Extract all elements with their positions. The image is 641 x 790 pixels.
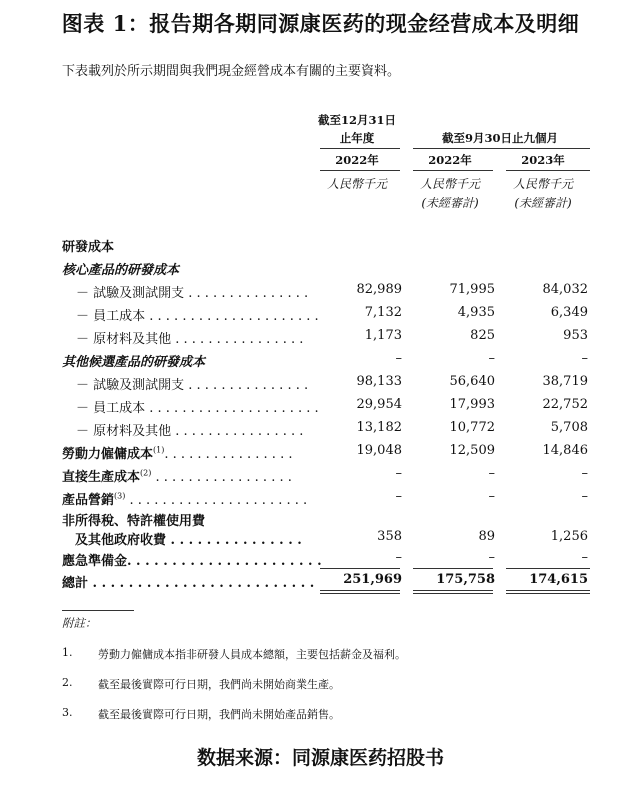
row-leader-dots: . . . . . . . . . . . . . . . . (164, 447, 293, 462)
intro-text: 下表載列於所示期間與我們現金經營成本有關的主要資料。 (62, 64, 401, 79)
row-label: 非所得稅、特許權使用費 (62, 514, 206, 529)
row-value: – (488, 489, 495, 504)
row-value: 22,752 (542, 397, 588, 412)
year-rule-2 (413, 170, 493, 171)
footnote-marker: (1) (153, 445, 165, 455)
row-value: – (581, 550, 588, 565)
total-double-rule-3a (506, 590, 590, 591)
row-value: 251,969 (343, 572, 402, 587)
row-label: 直接生產成本 (62, 470, 141, 485)
table-row (62, 550, 592, 570)
table-row (62, 328, 592, 348)
row-value: 7,132 (364, 305, 402, 320)
total-row (62, 572, 592, 592)
notes-heading: 附註： (62, 616, 97, 630)
footnote-marker: (3) (114, 491, 126, 501)
note-number: 2. (62, 676, 73, 689)
unit-col2: 人民幣千元 (419, 177, 480, 191)
row-value: 4,935 (457, 305, 495, 320)
row-value: 825 (470, 328, 495, 343)
year-rule-1 (320, 170, 400, 171)
row-value: 38,719 (542, 374, 588, 389)
row-value: – (581, 466, 588, 481)
subtotal-rule-1 (320, 568, 400, 569)
row-value: 13,182 (356, 420, 402, 435)
table-row (62, 443, 592, 463)
row-value: – (488, 466, 495, 481)
row-label: － 試驗及測試開支 . . . . . . . . . . . . . . . (76, 378, 309, 393)
row-value: 29,954 (356, 397, 402, 412)
row-value: – (581, 489, 588, 504)
row-value: 84,032 (542, 282, 588, 297)
table-row (62, 374, 592, 394)
table-row (62, 236, 592, 256)
row-label-group (62, 489, 307, 508)
table-row (62, 466, 592, 486)
table-row (62, 510, 592, 530)
row-label: 核心產品的研發成本 (62, 263, 180, 278)
total-double-rule-3b (506, 593, 590, 594)
table-row (62, 351, 592, 371)
row-value: – (488, 351, 495, 366)
unit-col3: 人民幣千元 (512, 177, 573, 191)
row-label: － 原材料及其他 . . . . . . . . . . . . . . . . (76, 424, 304, 439)
subtotal-rule-3 (506, 568, 590, 569)
row-label-group (62, 443, 292, 462)
unaudited-col2: (未經審計) (421, 196, 479, 210)
total-double-rule-1b (320, 593, 400, 594)
row-value: 174,615 (529, 572, 588, 587)
footnote-marker: (2) (140, 468, 152, 478)
row-label-group (62, 466, 292, 485)
table-row (62, 529, 592, 549)
row-label: 應急準備金. . . . . . . . . . . . . . . . . . . . . . (62, 554, 322, 569)
year-rule-3 (506, 170, 590, 171)
header-col1-line1: 截至12月31日 (317, 113, 396, 127)
table-row (62, 397, 592, 417)
table-row (62, 282, 592, 302)
row-label: － 員工成本 . . . . . . . . . . . . . . . . . . . . . (76, 309, 319, 324)
unit-col1: 人民幣千元 (326, 177, 387, 191)
row-value: 98,133 (356, 374, 402, 389)
header-col1-line2: 止年度 (339, 131, 375, 145)
row-label: 總計 . . . . . . . . . . . . . . . . . . . . . . . . . (62, 576, 315, 591)
row-label: 研發成本 (62, 240, 115, 255)
row-value: – (395, 489, 402, 504)
header-group2: 截至9月30日止九個月 (441, 131, 558, 145)
row-value: 10,772 (449, 420, 495, 435)
row-value: – (581, 351, 588, 366)
table-row (62, 305, 592, 325)
row-label: － 員工成本 . . . . . . . . . . . . . . . . . . . . . (76, 401, 319, 416)
header-rule-group2 (413, 148, 590, 149)
note-text: 截至最後實際可行日期，我們尚未開始商業生產。 (98, 678, 340, 691)
row-label: － 原材料及其他 . . . . . . . . . . . . . . . . (76, 332, 304, 347)
subtotal-rule-2 (413, 568, 493, 569)
header-year-1: 2022年 (335, 153, 379, 167)
note-number: 1. (62, 646, 73, 659)
row-value: 1,173 (364, 328, 402, 343)
row-value: 71,995 (449, 282, 495, 297)
row-value: – (395, 351, 402, 366)
row-value: – (395, 466, 402, 481)
row-value: 19,048 (356, 443, 402, 458)
row-value: 17,993 (449, 397, 495, 412)
note-text: 勞動力僱傭成本指非研發人員成本總額，主要包括薪金及福利。 (98, 648, 406, 661)
row-value: 358 (377, 529, 402, 544)
row-value: – (488, 550, 495, 565)
notes-divider (62, 610, 134, 611)
table-row (62, 420, 592, 440)
note-number: 3. (62, 706, 73, 719)
row-leader-dots: . . . . . . . . . . . . . . . . . . . . . . (125, 493, 308, 508)
row-value: 82,989 (356, 282, 402, 297)
table-row (62, 489, 592, 509)
data-source: 数据来源：同源康医药招股书 (196, 747, 444, 769)
row-label: 勞動力僱傭成本 (62, 447, 154, 462)
row-label: 其他候選產品的研發成本 (62, 355, 206, 370)
row-value: – (395, 550, 402, 565)
row-value: 12,509 (449, 443, 495, 458)
row-value: 14,846 (542, 443, 588, 458)
figure-title: 图表 1：报告期各期同源康医药的现金经营成本及明细 (61, 11, 580, 36)
total-double-rule-2a (413, 590, 493, 591)
row-value: 56,640 (449, 374, 495, 389)
row-leader-dots: . . . . . . . . . . . . . . . . . (151, 470, 292, 485)
row-value: 5,708 (550, 420, 588, 435)
row-value: 1,256 (550, 529, 588, 544)
unaudited-col3: (未經審計) (514, 196, 572, 210)
note-text: 截至最後實際可行日期，我們尚未開始產品銷售。 (98, 708, 340, 721)
header-rule-col1 (320, 148, 400, 149)
row-value: 6,349 (550, 305, 588, 320)
row-label: 產品營銷 (62, 493, 115, 508)
header-year-2: 2022年 (428, 153, 472, 167)
row-value: 953 (563, 328, 588, 343)
table-row (62, 259, 592, 279)
row-value: 89 (478, 529, 495, 544)
header-year-3: 2023年 (521, 153, 565, 167)
row-label: － 試驗及測試開支 . . . . . . . . . . . . . . . (76, 286, 309, 301)
total-double-rule-2b (413, 593, 493, 594)
total-double-rule-1a (320, 590, 400, 591)
row-value: 175,758 (436, 572, 495, 587)
row-label: 及其他政府收費 . . . . . . . . . . . . . . . (62, 533, 302, 548)
